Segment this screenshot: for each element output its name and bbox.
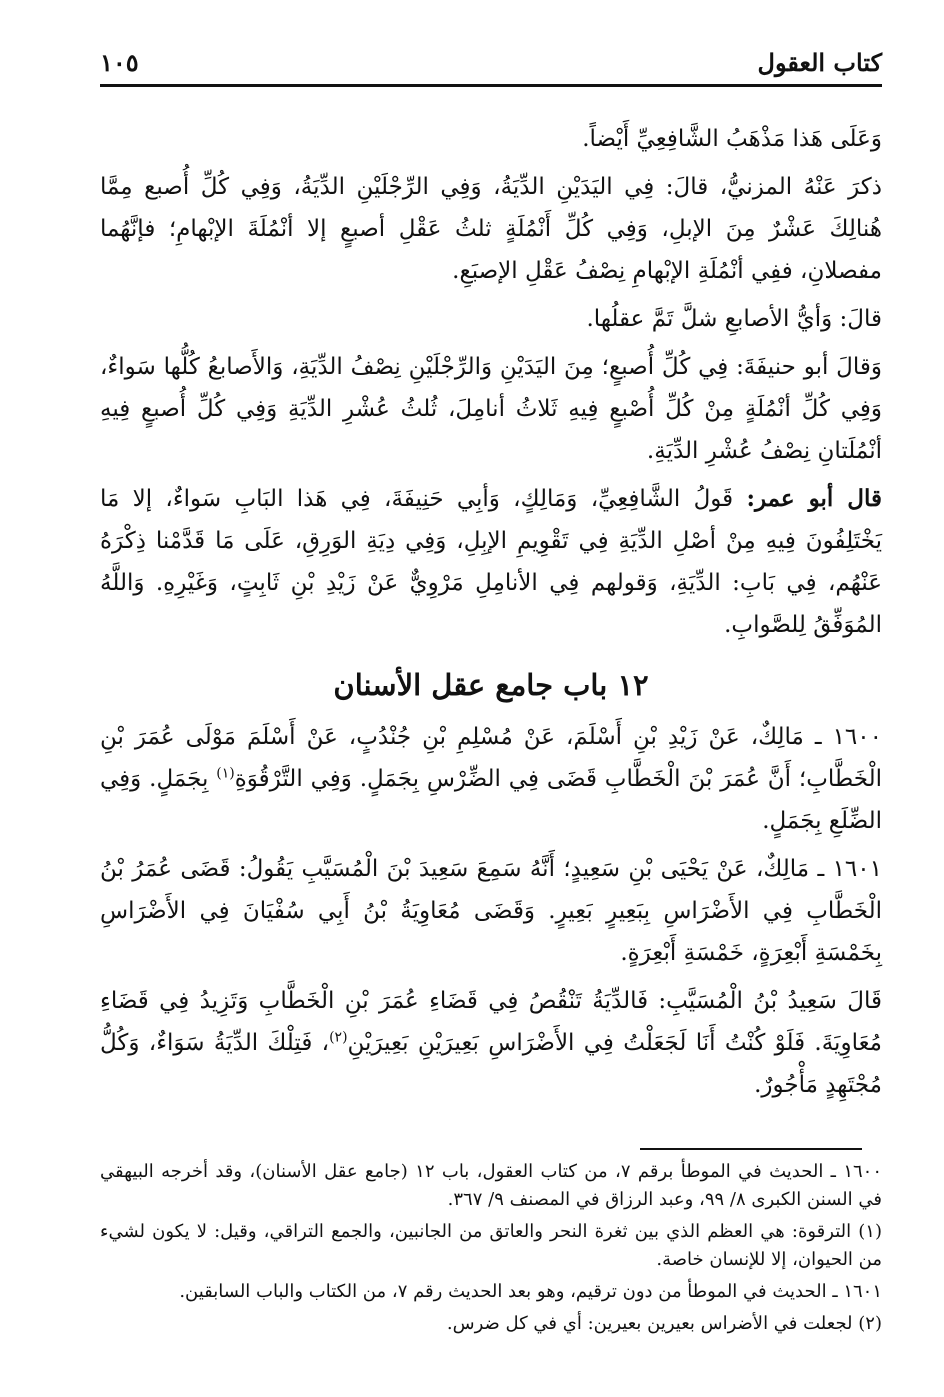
paragraph-8-tail: ، فَتِلْكَ الدِّيَةُ سَوَاءٌ، وَكُلُّ مُجْتَهِدٍ مَأْجُورٌ. xyxy=(100,1030,882,1098)
footnote-1: (١) الترقوة: هي العظم الذي بين ثغرة النحر والعاتق من الجانبين، والجمع التراقي، وقيل: لا يكون لشيء من الحيوان، إلا للإنسان خاصة. xyxy=(100,1221,882,1270)
hadith-1600 xyxy=(100,716,882,842)
paragraph-5-lead: قال أبو عمر: xyxy=(746,485,882,512)
main-text xyxy=(100,118,882,1112)
footnotes xyxy=(100,1158,882,1342)
paragraph-5-text: قَولُ الشَّافِعِيِّ، وَمَالِكٍ، وَأبِي حَنِيفَةَ، فِي هَذا البَابِ سَواءٌ، إلا مَا يَخْتَلِفُونَ فِيهِ مِنْ أصْلِ الدِّيَةِ فِي تَقْوِيمِ الإبِلِ، وَفِي دِيَةِ الوَرِقِ، عَلَى مَا قَدَّمْنا ذِكْرَهُ عَنْهُم، فِي بَابِ: الدِّيَةِ، وَقولهم فِي الأنامِلِ مَرْوِيٌّ عَنْ زَيْدِ بْنِ ثَابِتٍ، وَغَيْرِهِ. وَاللَّهُ المُوَفِّقُ لِلصَّوابِ. xyxy=(100,486,882,638)
paragraph-8 xyxy=(100,980,882,1106)
hadith-1600-tail: بِجَمَلٍ. وَفِي الضِّلَعِ بِجَمَلٍ. xyxy=(100,766,882,834)
paragraph-4: وَقالَ أبو حنيفَةَ: فِي كُلِّ أُصبعٍ؛ مِنَ اليَدَيْنِ وَالرِّجْلَيْنِ نِصْفُ الدِّيَةِ، وَالأَصابعُ كُلُّها سَواءٌ، وَفِي كُلِّ أنْمُلَةٍ مِنْ كُلِّ أُصْبعٍ فِيهِ ثَلاثُ أنامِلَ، ثُلثُ عُشْرِ الدِّيَةِ وَفِي كُلِّ أُصبعٍ فِيهِ أنْمُلَتانِ نِصْفُ عُشْرِ الدِّيَةِ. xyxy=(100,354,882,464)
footnote-1600: ١٦٠٠ ـ الحديث في الموطأ برقم ٧، من كتاب العقول، باب ١٢ (جامع عقل الأسنان)، وقد أخرجه البيهقي في السنن الكبرى ٨/ ٩٩، وعبد الرزاق في المصنف ٩/ ٣٦٧. xyxy=(100,1161,882,1210)
footnote-ref-2[interactable]: (٢) xyxy=(329,1029,348,1046)
hadith-1600-text: ١٦٠٠ ـ مَالِكٌ، عَنْ زَيْدِ بْنِ أَسْلَمَ، عَنْ مُسْلِمِ بْنِ جُنْدُبٍ، عَنْ أَسْلَمَ مَوْلَى عُمَرَ بْنِ الْخَطَّابِ؛ أَنَّ عُمَرَ بْنَ الْخَطَّابِ قَضَى فِي الضِّرْسِ بِجَمَلٍ. وَفِي التَّرْقُوَةِ xyxy=(100,724,882,792)
paragraph-5 xyxy=(100,478,882,646)
footnote-rule xyxy=(640,1148,862,1150)
header-title: كتاب العقول xyxy=(757,48,882,77)
paragraph-8-text: قَالَ سَعِيدُ بْنُ الْمُسَيَّبِ: فَالدِّيَةُ تَنْقُصُ فِي قَضَاءِ عُمَرَ بْنِ الْخَطَّابِ وَتَزِيدُ فِي قَضَاءِ مُعَاوِيَةَ. فَلَوْ كُنْتُ أَنَا لَجَعَلْتُ فِي الأَضْرَاسِ بَعِيرَيْنِ بَعِيرَيْنِ xyxy=(100,988,882,1056)
chapter-heading: ١٢ باب جامع عقل الأسنان xyxy=(333,668,649,702)
running-header xyxy=(100,46,882,82)
hadith-1601: ١٦٠١ ـ مَالِكٌ، عَنْ يَحْيَى بْنِ سَعِيدٍ؛ أَنَّهُ سَمِعَ سَعِيدَ بْنَ الْمُسَيَّبِ يَقُولُ: قَضَى عُمَرُ بْنُ الْخَطَّابِ فِي الأَضْرَاسِ بِبَعِيرٍ بَعِيرٍ. وَقَضَى مُعَاوِيَةُ بْنُ أَبِي سُفْيَانَ فِي الأَضْرَاسِ بِخَمْسَةِ أَبْعِرَةٍ، خَمْسَةِ أَبْعِرَةٍ. xyxy=(100,856,882,966)
header-rule xyxy=(100,84,882,87)
paragraph-2: ذكرَ عَنْهُ المزنيُّ، قالَ: فِي اليَدَيْنِ الدِّيَةُ، وَفِي الرِّجْلَيْنِ الدِّيَةُ، وَفِي كُلِّ أُصبع مِمَّا هُنالِكَ عَشْرٌ مِنَ الإبلِ، وَفِي كُلِّ أَنْمُلَةٍ ثلثُ عَقْلِ أصبعٍ إلا أنْمُلَةَ الإبْهامِ؛ فإنَّهُما مفصلانِ، ففِي أنْمُلَةِ الإبْهامِ نِصْفُ عَقْلِ الإصبَعِ. xyxy=(100,174,882,284)
paragraph-3: قالَ: وَأيُّ الأصابعِ شلَّ تَمَّ عقلُها. xyxy=(586,306,882,332)
footnote-1601: ١٦٠١ ـ الحديث في الموطأ من دون ترقيم، وهو بعد الحديث رقم ٧، من الكتاب والباب السابقين. xyxy=(179,1281,882,1302)
paragraph-1: وَعَلَى هَذا مَذْهَبُ الشَّافِعِيِّ أَيْضاً. xyxy=(582,126,882,152)
page-number: ١٠٥ xyxy=(100,48,139,77)
footnote-2: (٢) لجعلت في الأضراس بعيرين بعيرين: أي في كل ضرس. xyxy=(446,1313,882,1334)
footnote-ref-1[interactable]: (١) xyxy=(216,765,235,782)
